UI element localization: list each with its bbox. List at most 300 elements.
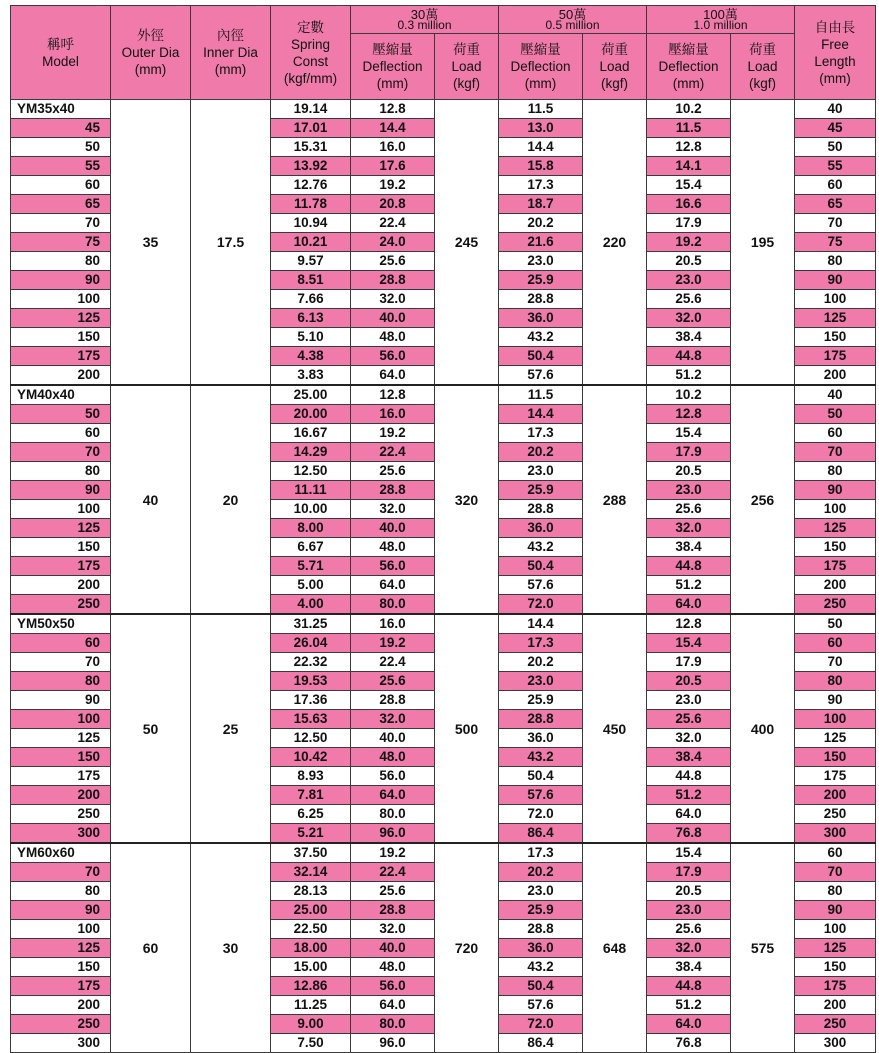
deflection-50-cell: 57.6 (499, 576, 583, 595)
model-cell: 200 (11, 996, 111, 1015)
model-cell: 125 (11, 939, 111, 958)
free-length-cell: 80 (795, 252, 876, 271)
deflection-100-cell: 25.6 (647, 710, 731, 729)
deflection-50-cell: 28.8 (499, 920, 583, 939)
inner-dia-cell: 17.5 (191, 100, 271, 386)
deflection-50-cell: 23.0 (499, 882, 583, 901)
deflection-50-cell: 14.4 (499, 405, 583, 424)
deflection-100-cell: 76.8 (647, 824, 731, 844)
spring-const-cell: 19.53 (271, 672, 351, 691)
model-cell: 60 (11, 176, 111, 195)
deflection-100-cell: 12.8 (647, 405, 731, 424)
model-cell: 90 (11, 901, 111, 920)
free-length-cell: 250 (795, 1015, 876, 1034)
deflection-50-cell: 57.6 (499, 996, 583, 1015)
deflection-30-cell: 56.0 (351, 347, 435, 366)
free-length-cell: 300 (795, 824, 876, 844)
deflection-100-cell: 76.8 (647, 1034, 731, 1053)
deflection-50-cell: 13.0 (499, 119, 583, 138)
header-free-length: 自由長 Free Length (mm) (795, 6, 876, 100)
free-length-cell: 150 (795, 748, 876, 767)
deflection-100-cell: 51.2 (647, 576, 731, 595)
deflection-50-cell: 50.4 (499, 977, 583, 996)
model-cell: YM60x60 (11, 843, 111, 863)
spring-const-cell: 7.50 (271, 1034, 351, 1053)
free-length-cell: 250 (795, 805, 876, 824)
model-cell: 100 (11, 710, 111, 729)
header-group-0-3-million: 30萬 0.3 million (351, 6, 499, 34)
table-row (11, 100, 876, 119)
deflection-50-cell: 17.3 (499, 634, 583, 653)
spring-const-cell: 4.00 (271, 595, 351, 615)
deflection-100-cell: 12.8 (647, 614, 731, 634)
deflection-100-cell: 17.9 (647, 653, 731, 672)
free-length-cell: 75 (795, 233, 876, 252)
model-cell: 80 (11, 252, 111, 271)
free-length-cell: 150 (795, 538, 876, 557)
deflection-50-cell: 57.6 (499, 366, 583, 386)
free-length-cell: 175 (795, 767, 876, 786)
model-cell: 150 (11, 328, 111, 347)
free-length-cell: 80 (795, 672, 876, 691)
free-length-cell: 90 (795, 901, 876, 920)
deflection-30-cell: 48.0 (351, 538, 435, 557)
deflection-30-cell: 32.0 (351, 290, 435, 309)
header-spring-const: 定數 Spring Const (kgf/mm) (271, 6, 351, 100)
free-length-cell: 100 (795, 710, 876, 729)
free-length-cell: 50 (795, 138, 876, 157)
free-length-cell: 55 (795, 157, 876, 176)
model-cell: 125 (11, 519, 111, 538)
deflection-30-cell: 19.2 (351, 176, 435, 195)
deflection-30-cell: 56.0 (351, 977, 435, 996)
deflection-100-cell: 15.4 (647, 634, 731, 653)
model-cell: 200 (11, 576, 111, 595)
free-length-cell: 100 (795, 290, 876, 309)
spring-const-cell: 37.50 (271, 843, 351, 863)
deflection-30-cell: 22.4 (351, 214, 435, 233)
deflection-50-cell: 43.2 (499, 328, 583, 347)
header-load-30: 荷重 Load (kgf) (435, 34, 499, 100)
deflection-30-cell: 22.4 (351, 863, 435, 882)
spring-const-cell: 11.11 (271, 481, 351, 500)
free-length-cell: 45 (795, 119, 876, 138)
deflection-30-cell: 96.0 (351, 1034, 435, 1053)
spring-const-cell: 13.92 (271, 157, 351, 176)
deflection-100-cell: 44.8 (647, 767, 731, 786)
deflection-50-cell: 20.2 (499, 443, 583, 462)
deflection-100-cell: 25.6 (647, 500, 731, 519)
spring-const-cell: 15.00 (271, 958, 351, 977)
spring-const-cell: 32.14 (271, 863, 351, 882)
model-cell: 100 (11, 500, 111, 519)
model-cell: 175 (11, 347, 111, 366)
deflection-100-cell: 16.6 (647, 195, 731, 214)
table-body (11, 100, 876, 1053)
deflection-50-cell: 20.2 (499, 214, 583, 233)
spring-const-cell: 15.31 (271, 138, 351, 157)
model-cell: YM50x50 (11, 614, 111, 634)
model-cell: 65 (11, 195, 111, 214)
model-cell: 60 (11, 424, 111, 443)
spring-const-cell: 7.81 (271, 786, 351, 805)
spring-const-cell: 10.94 (271, 214, 351, 233)
deflection-100-cell: 51.2 (647, 996, 731, 1015)
deflection-100-cell: 38.4 (647, 328, 731, 347)
deflection-100-cell: 38.4 (647, 748, 731, 767)
model-cell: 250 (11, 805, 111, 824)
spring-const-cell: 10.42 (271, 748, 351, 767)
deflection-100-cell: 23.0 (647, 481, 731, 500)
free-length-cell: 200 (795, 576, 876, 595)
deflection-30-cell: 28.8 (351, 691, 435, 710)
outer-dia-cell: 40 (111, 385, 191, 614)
model-cell: 50 (11, 405, 111, 424)
deflection-50-cell: 86.4 (499, 824, 583, 844)
deflection-50-cell: 36.0 (499, 939, 583, 958)
header-deflection-100: 壓縮量 Deflection (mm) (647, 34, 731, 100)
free-length-cell: 40 (795, 385, 876, 405)
spring-const-cell: 25.00 (271, 901, 351, 920)
deflection-100-cell: 20.5 (647, 882, 731, 901)
deflection-100-cell: 15.4 (647, 843, 731, 863)
deflection-100-cell: 20.5 (647, 462, 731, 481)
deflection-30-cell: 96.0 (351, 824, 435, 844)
deflection-100-cell: 20.5 (647, 672, 731, 691)
header-inner-dia: 內徑 Inner Dia (mm) (191, 6, 271, 100)
deflection-50-cell: 17.3 (499, 843, 583, 863)
deflection-50-cell: 86.4 (499, 1034, 583, 1053)
deflection-50-cell: 15.8 (499, 157, 583, 176)
free-length-cell: 125 (795, 939, 876, 958)
spring-const-cell: 11.25 (271, 996, 351, 1015)
deflection-100-cell: 17.9 (647, 443, 731, 462)
outer-dia-cell: 35 (111, 100, 191, 386)
spring-const-cell: 22.32 (271, 653, 351, 672)
deflection-30-cell: 48.0 (351, 958, 435, 977)
free-length-cell: 200 (795, 996, 876, 1015)
load-30-cell: 720 (435, 843, 499, 1053)
deflection-30-cell: 64.0 (351, 366, 435, 386)
deflection-100-cell: 23.0 (647, 271, 731, 290)
deflection-30-cell: 19.2 (351, 634, 435, 653)
model-cell: 70 (11, 214, 111, 233)
spring-const-cell: 8.93 (271, 767, 351, 786)
header-outer-dia: 外徑 Outer Dia (mm) (111, 6, 191, 100)
deflection-50-cell: 36.0 (499, 519, 583, 538)
deflection-100-cell: 15.4 (647, 176, 731, 195)
free-length-cell: 175 (795, 347, 876, 366)
spring-const-cell: 4.38 (271, 347, 351, 366)
model-cell: 125 (11, 729, 111, 748)
deflection-50-cell: 43.2 (499, 748, 583, 767)
deflection-30-cell: 25.6 (351, 882, 435, 901)
header-group-1-0-million: 100萬 1.0 million (647, 6, 795, 34)
free-length-cell: 100 (795, 500, 876, 519)
table-row (11, 385, 876, 405)
model-cell: 50 (11, 138, 111, 157)
deflection-30-cell: 25.6 (351, 462, 435, 481)
free-length-cell: 150 (795, 328, 876, 347)
deflection-50-cell: 20.2 (499, 653, 583, 672)
deflection-100-cell: 23.0 (647, 901, 731, 920)
spring-const-cell: 28.13 (271, 882, 351, 901)
load-50-cell: 288 (583, 385, 647, 614)
deflection-30-cell: 12.8 (351, 385, 435, 405)
inner-dia-cell: 30 (191, 843, 271, 1053)
deflection-100-cell: 11.5 (647, 119, 731, 138)
free-length-cell: 125 (795, 309, 876, 328)
deflection-30-cell: 80.0 (351, 595, 435, 615)
spring-const-cell: 11.78 (271, 195, 351, 214)
load-100-cell: 575 (731, 843, 795, 1053)
deflection-50-cell: 43.2 (499, 538, 583, 557)
model-cell: 175 (11, 557, 111, 576)
model-cell: 55 (11, 157, 111, 176)
spring-const-cell: 5.00 (271, 576, 351, 595)
spring-const-cell: 25.00 (271, 385, 351, 405)
free-length-cell: 200 (795, 786, 876, 805)
free-length-cell: 50 (795, 405, 876, 424)
deflection-50-cell: 18.7 (499, 195, 583, 214)
deflection-30-cell: 28.8 (351, 271, 435, 290)
deflection-100-cell: 14.1 (647, 157, 731, 176)
spring-const-cell: 26.04 (271, 634, 351, 653)
free-length-cell: 70 (795, 214, 876, 233)
model-cell: 80 (11, 462, 111, 481)
model-cell: 90 (11, 481, 111, 500)
model-cell: 90 (11, 271, 111, 290)
free-length-cell: 90 (795, 691, 876, 710)
header-group-0-5-million: 50萬 0.5 million (499, 6, 647, 34)
spring-spec-table (10, 5, 876, 1053)
deflection-30-cell: 32.0 (351, 710, 435, 729)
deflection-30-cell: 56.0 (351, 557, 435, 576)
deflection-100-cell: 12.8 (647, 138, 731, 157)
deflection-50-cell: 17.3 (499, 176, 583, 195)
deflection-50-cell: 36.0 (499, 309, 583, 328)
deflection-30-cell: 16.0 (351, 138, 435, 157)
deflection-100-cell: 44.8 (647, 347, 731, 366)
deflection-100-cell: 32.0 (647, 729, 731, 748)
deflection-50-cell: 20.2 (499, 863, 583, 882)
spring-const-cell: 22.50 (271, 920, 351, 939)
deflection-50-cell: 50.4 (499, 557, 583, 576)
deflection-100-cell: 44.8 (647, 977, 731, 996)
header-load-100: 荷重 Load (kgf) (731, 34, 795, 100)
spring-const-cell: 19.14 (271, 100, 351, 119)
deflection-30-cell: 48.0 (351, 748, 435, 767)
deflection-30-cell: 28.8 (351, 481, 435, 500)
deflection-100-cell: 64.0 (647, 805, 731, 824)
model-cell: 80 (11, 672, 111, 691)
model-cell: 70 (11, 443, 111, 462)
model-cell: 45 (11, 119, 111, 138)
spring-const-cell: 12.50 (271, 729, 351, 748)
spring-const-cell: 16.67 (271, 424, 351, 443)
spring-const-cell: 7.66 (271, 290, 351, 309)
spring-const-cell: 5.10 (271, 328, 351, 347)
deflection-100-cell: 15.4 (647, 424, 731, 443)
free-length-cell: 250 (795, 595, 876, 615)
deflection-50-cell: 25.9 (499, 691, 583, 710)
deflection-30-cell: 32.0 (351, 500, 435, 519)
deflection-50-cell: 72.0 (499, 805, 583, 824)
deflection-30-cell: 64.0 (351, 996, 435, 1015)
deflection-100-cell: 38.4 (647, 958, 731, 977)
deflection-50-cell: 43.2 (499, 958, 583, 977)
deflection-30-cell: 80.0 (351, 1015, 435, 1034)
deflection-100-cell: 44.8 (647, 557, 731, 576)
table-row (11, 843, 876, 863)
spring-const-cell: 9.00 (271, 1015, 351, 1034)
deflection-50-cell: 25.9 (499, 481, 583, 500)
deflection-30-cell: 40.0 (351, 519, 435, 538)
deflection-100-cell: 32.0 (647, 939, 731, 958)
header-deflection-50: 壓縮量 Deflection (mm) (499, 34, 583, 100)
deflection-100-cell: 25.6 (647, 920, 731, 939)
deflection-30-cell: 14.4 (351, 119, 435, 138)
model-cell: 100 (11, 920, 111, 939)
spring-const-cell: 14.29 (271, 443, 351, 462)
deflection-50-cell: 23.0 (499, 462, 583, 481)
model-cell: 75 (11, 233, 111, 252)
deflection-50-cell: 14.4 (499, 138, 583, 157)
deflection-100-cell: 10.2 (647, 100, 731, 119)
deflection-100-cell: 19.2 (647, 233, 731, 252)
spring-const-cell: 20.00 (271, 405, 351, 424)
free-length-cell: 90 (795, 271, 876, 290)
deflection-100-cell: 23.0 (647, 691, 731, 710)
deflection-30-cell: 40.0 (351, 309, 435, 328)
deflection-30-cell: 22.4 (351, 443, 435, 462)
load-50-cell: 220 (583, 100, 647, 386)
deflection-50-cell: 25.9 (499, 271, 583, 290)
model-cell: 80 (11, 882, 111, 901)
model-cell: 150 (11, 538, 111, 557)
free-length-cell: 200 (795, 366, 876, 386)
deflection-100-cell: 17.9 (647, 214, 731, 233)
free-length-cell: 70 (795, 653, 876, 672)
spring-const-cell: 12.86 (271, 977, 351, 996)
deflection-30-cell: 22.4 (351, 653, 435, 672)
model-cell: 175 (11, 977, 111, 996)
deflection-30-cell: 25.6 (351, 672, 435, 691)
deflection-30-cell: 19.2 (351, 843, 435, 863)
free-length-cell: 90 (795, 481, 876, 500)
deflection-50-cell: 36.0 (499, 729, 583, 748)
outer-dia-cell: 60 (111, 843, 191, 1053)
free-length-cell: 300 (795, 1034, 876, 1053)
deflection-50-cell: 23.0 (499, 672, 583, 691)
deflection-50-cell: 72.0 (499, 595, 583, 615)
deflection-100-cell: 51.2 (647, 786, 731, 805)
model-cell: YM40x40 (11, 385, 111, 405)
spring-const-cell: 10.00 (271, 500, 351, 519)
deflection-100-cell: 25.6 (647, 290, 731, 309)
free-length-cell: 150 (795, 958, 876, 977)
deflection-50-cell: 11.5 (499, 100, 583, 119)
spring-const-cell: 17.36 (271, 691, 351, 710)
load-50-cell: 648 (583, 843, 647, 1053)
spring-const-cell: 5.71 (271, 557, 351, 576)
free-length-cell: 65 (795, 195, 876, 214)
deflection-30-cell: 20.8 (351, 195, 435, 214)
outer-dia-cell: 50 (111, 614, 191, 843)
load-100-cell: 400 (731, 614, 795, 843)
free-length-cell: 80 (795, 462, 876, 481)
deflection-30-cell: 25.6 (351, 252, 435, 271)
deflection-50-cell: 17.3 (499, 424, 583, 443)
deflection-50-cell: 28.8 (499, 500, 583, 519)
deflection-100-cell: 20.5 (647, 252, 731, 271)
header-deflection-30: 壓縮量 Deflection (mm) (351, 34, 435, 100)
deflection-50-cell: 25.9 (499, 901, 583, 920)
deflection-30-cell: 40.0 (351, 729, 435, 748)
deflection-30-cell: 48.0 (351, 328, 435, 347)
free-length-cell: 60 (795, 843, 876, 863)
deflection-30-cell: 17.6 (351, 157, 435, 176)
deflection-50-cell: 23.0 (499, 252, 583, 271)
deflection-50-cell: 11.5 (499, 385, 583, 405)
model-cell: 250 (11, 1015, 111, 1034)
deflection-100-cell: 64.0 (647, 1015, 731, 1034)
load-30-cell: 320 (435, 385, 499, 614)
deflection-30-cell: 19.2 (351, 424, 435, 443)
deflection-100-cell: 32.0 (647, 309, 731, 328)
model-cell: 300 (11, 1034, 111, 1053)
deflection-30-cell: 64.0 (351, 786, 435, 805)
load-50-cell: 450 (583, 614, 647, 843)
deflection-30-cell: 80.0 (351, 805, 435, 824)
spring-const-cell: 17.01 (271, 119, 351, 138)
free-length-cell: 60 (795, 176, 876, 195)
model-cell: 70 (11, 653, 111, 672)
free-length-cell: 50 (795, 614, 876, 634)
deflection-30-cell: 64.0 (351, 576, 435, 595)
deflection-50-cell: 14.4 (499, 614, 583, 634)
inner-dia-cell: 20 (191, 385, 271, 614)
model-cell: 60 (11, 634, 111, 653)
deflection-100-cell: 10.2 (647, 385, 731, 405)
deflection-100-cell: 38.4 (647, 538, 731, 557)
spring-const-cell: 5.21 (271, 824, 351, 844)
deflection-50-cell: 21.6 (499, 233, 583, 252)
free-length-cell: 70 (795, 443, 876, 462)
free-length-cell: 125 (795, 519, 876, 538)
spring-const-cell: 6.25 (271, 805, 351, 824)
header-load-50: 荷重 Load (kgf) (583, 34, 647, 100)
deflection-100-cell: 32.0 (647, 519, 731, 538)
spring-const-cell: 3.83 (271, 366, 351, 386)
spring-const-cell: 6.67 (271, 538, 351, 557)
free-length-cell: 60 (795, 634, 876, 653)
free-length-cell: 80 (795, 882, 876, 901)
deflection-30-cell: 16.0 (351, 614, 435, 634)
spring-const-cell: 9.57 (271, 252, 351, 271)
deflection-30-cell: 40.0 (351, 939, 435, 958)
header-model: 稱呼 Model (11, 6, 111, 100)
model-cell: 150 (11, 958, 111, 977)
spring-const-cell: 12.76 (271, 176, 351, 195)
model-cell: 200 (11, 366, 111, 386)
deflection-100-cell: 51.2 (647, 366, 731, 386)
deflection-30-cell: 16.0 (351, 405, 435, 424)
deflection-100-cell: 64.0 (647, 595, 731, 615)
model-cell: 70 (11, 863, 111, 882)
deflection-100-cell: 17.9 (647, 863, 731, 882)
free-length-cell: 70 (795, 863, 876, 882)
